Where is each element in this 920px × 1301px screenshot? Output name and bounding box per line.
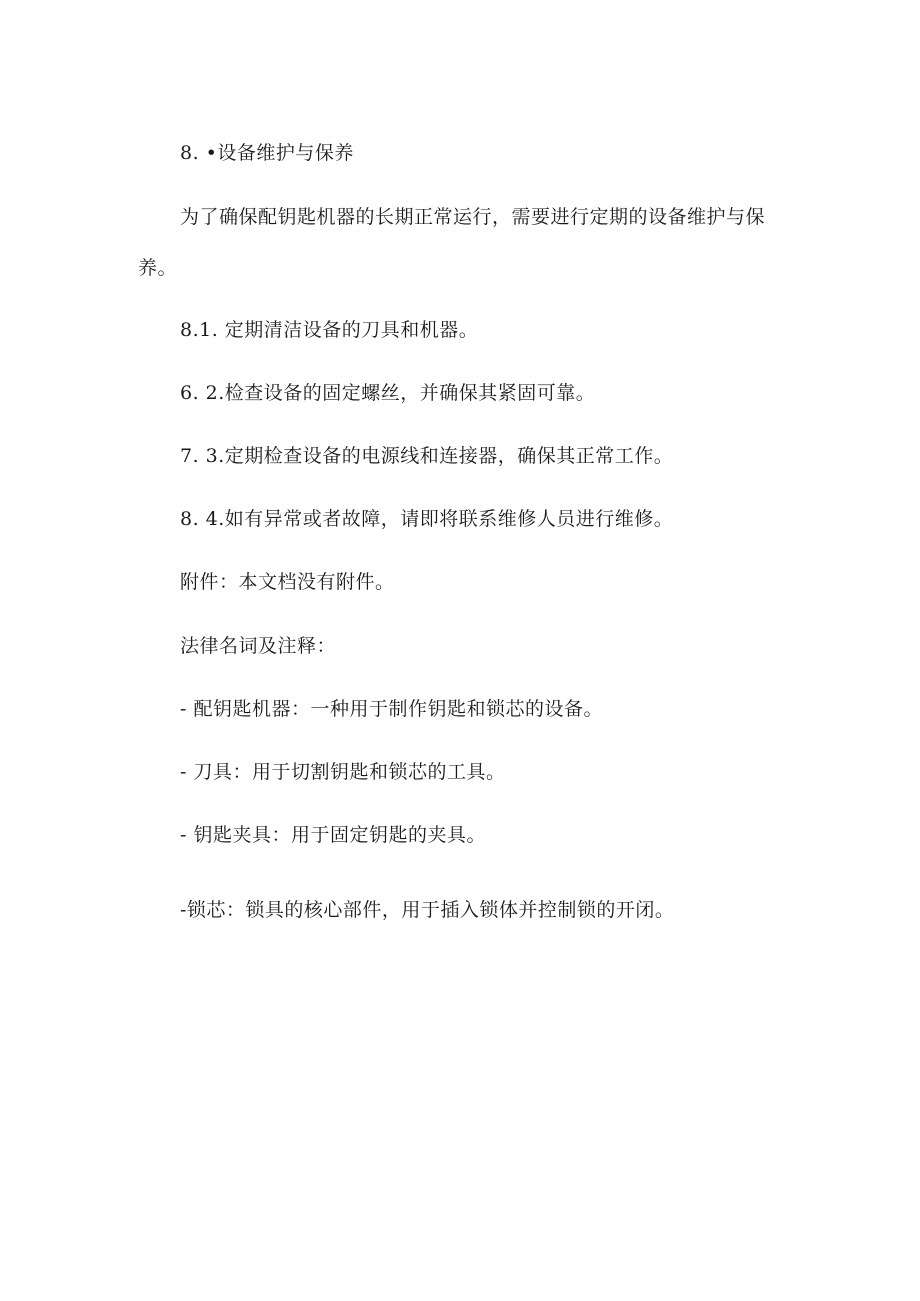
glossary-item: - 配钥匙机器：一种用于制作钥匙和锁芯的设备。 [180,698,603,720]
glossary-item: - 钥匙夹具：用于固定钥匙的夹具。 [180,824,486,846]
attachment-note: 附件：本文档没有附件。 [180,571,395,593]
maintenance-step: 6. 2.检查设备的固定螺丝，并确保其紧固可靠。 [180,382,596,404]
maintenance-step: 8.1. 定期清洁设备的刀具和机器。 [180,319,479,341]
glossary-item: -锁芯：锁具的核心部件，用于插入锁体并控制锁的开闭。 [180,899,675,921]
maintenance-step: 8. 4.如有异常或者故障，请即将联系维修人员进行维修。 [180,508,674,530]
glossary-heading: 法律名词及注释： [180,635,337,657]
maintenance-step: 7. 3.定期检查设备的电源线和连接器，确保其正常工作。 [180,445,674,467]
section-heading: 8. •设备维护与保养 [180,142,354,164]
glossary-item: - 刀具：用于切割钥匙和锁芯的工具。 [180,761,506,783]
intro-paragraph-line-2: 养。 [138,257,178,279]
intro-paragraph-line-1: 为了确保配钥匙机器的长期正常运行，需要进行定期的设备维护与保 [180,206,766,228]
